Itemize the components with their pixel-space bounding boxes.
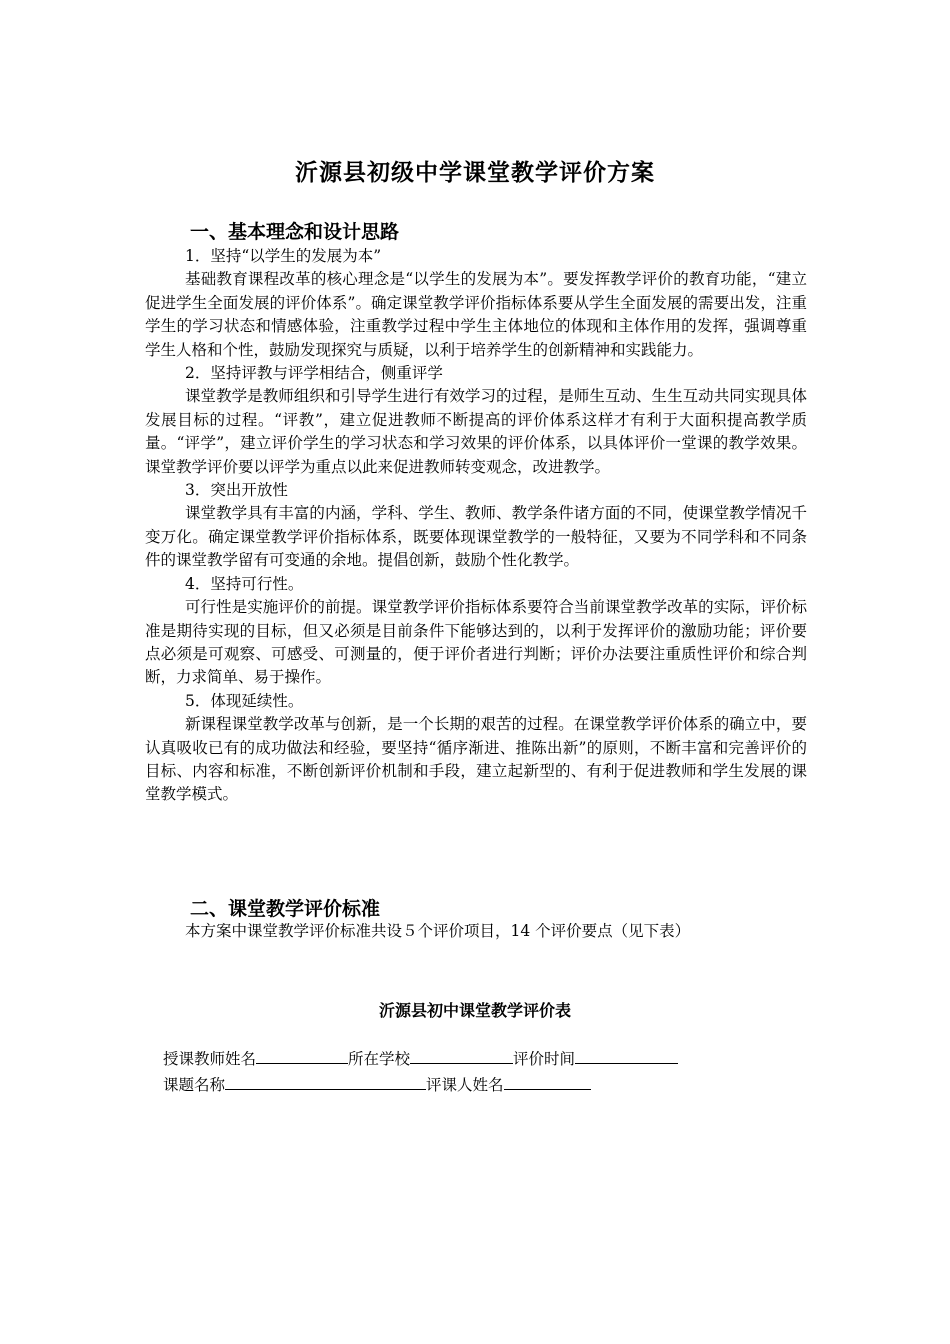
evaluator-field[interactable] bbox=[504, 1072, 591, 1090]
item-3-paragraph: 课堂教学具有丰富的内涵，学科、学生、教师、教学条件诸方面的不同，使课堂教学情况千变万化。确定课堂教学评价指标体系，既要体现课堂教学的一般特征，又要为不同学科和不同条件的课堂教学留有可变通的余地。提倡创新，鼓励个性化教学。 bbox=[145, 504, 807, 570]
evaluator-label: 评课人姓名 bbox=[426, 1076, 504, 1094]
item-2-paragraph: 课堂教学是教师组织和引导学生进行有效学习的过程，是师生互动、生生互动共同实现具体发展目标的过程。“评教”，建立促进教师不断提高的评价体系这样才有利于大面积提高教学质量。“评学”，建立评价学生的学习状态和学习效果的评价体系，以具体评价一堂课的教学效果。课堂教学评价要以评学为重点以此来促进教师转变观念，改进教学。 bbox=[145, 387, 807, 476]
topic-field[interactable] bbox=[225, 1072, 426, 1090]
item-1-paragraph: 基础教育课程改革的核心理念是“以学生的发展为本”。要发挥教学评价的教育功能，“建立促进学生全面发展的评价体系”。确定课堂教学评价指标体系要从学生全面发展的需要出发，注重学生的学习状态和情感体验，注重教学过程中学生主体地位的体现和主体作用的发挥，强调尊重学生人格和个性，鼓励发现探究与质疑，以利于培养学生的创新精神和实践能力。 bbox=[145, 270, 807, 359]
section-2-paragraph: 本方案中课堂教学评价标准共设５个评价项目，14 个评价要点（见下表） bbox=[185, 922, 691, 940]
section-heading-2: 二、课堂教学评价标准 bbox=[190, 898, 381, 920]
school-label: 所在学校 bbox=[348, 1050, 411, 1068]
teacher-name-field[interactable] bbox=[256, 1046, 348, 1064]
form-row-2 bbox=[163, 1072, 591, 1095]
item-2-heading: 2．坚持评教与评学相结合，侧重评学 bbox=[185, 364, 443, 383]
time-field[interactable] bbox=[575, 1046, 678, 1064]
section-heading-1: 一、基本理念和设计思路 bbox=[190, 221, 400, 243]
document-title: 沂源县初级中学课堂教学评价方案 bbox=[295, 160, 655, 186]
teacher-name-label: 授课教师姓名 bbox=[163, 1050, 257, 1068]
item-3-heading: 3．突出开放性 bbox=[185, 481, 288, 500]
item-5-heading: 5．体现延续性。 bbox=[185, 691, 304, 710]
item-4-paragraph: 可行性是实施评价的前提。课堂教学评价指标体系要符合当前课堂教学改革的实际，评价标准是期待实现的目标，但又必须是目前条件下能够达到的，以利于发挥评价的激励功能；评价要点必须是可观察、可感受、可测量的，便于评价者进行判断；评价办法要注重质性评价和综合判断，力求简单、易于操作。 bbox=[145, 598, 807, 687]
item-1-heading: 1．坚持“以学生的发展为本” bbox=[185, 247, 382, 265]
item-5-paragraph: 新课程课堂教学改革与创新，是一个长期的艰苦的过程。在课堂教学评价体系的确立中，要认真吸收已有的成功做法和经验，要坚持“循序渐进、推陈出新”的原则，不断丰富和完善评价的目标、内容和标准，不断创新评价机制和手段，建立起新型的、有利于促进教师和学生发展的课堂教学模式。 bbox=[145, 715, 807, 804]
topic-label: 课题名称 bbox=[163, 1076, 226, 1094]
time-label: 评价时间 bbox=[513, 1050, 576, 1068]
form-title: 沂源县初中课堂教学评价表 bbox=[378, 1001, 571, 1020]
item-4-heading: 4．坚持可行性。 bbox=[185, 574, 304, 593]
school-field[interactable] bbox=[410, 1046, 513, 1064]
section-1-body bbox=[145, 245, 807, 807]
form-row-1 bbox=[163, 1046, 678, 1069]
